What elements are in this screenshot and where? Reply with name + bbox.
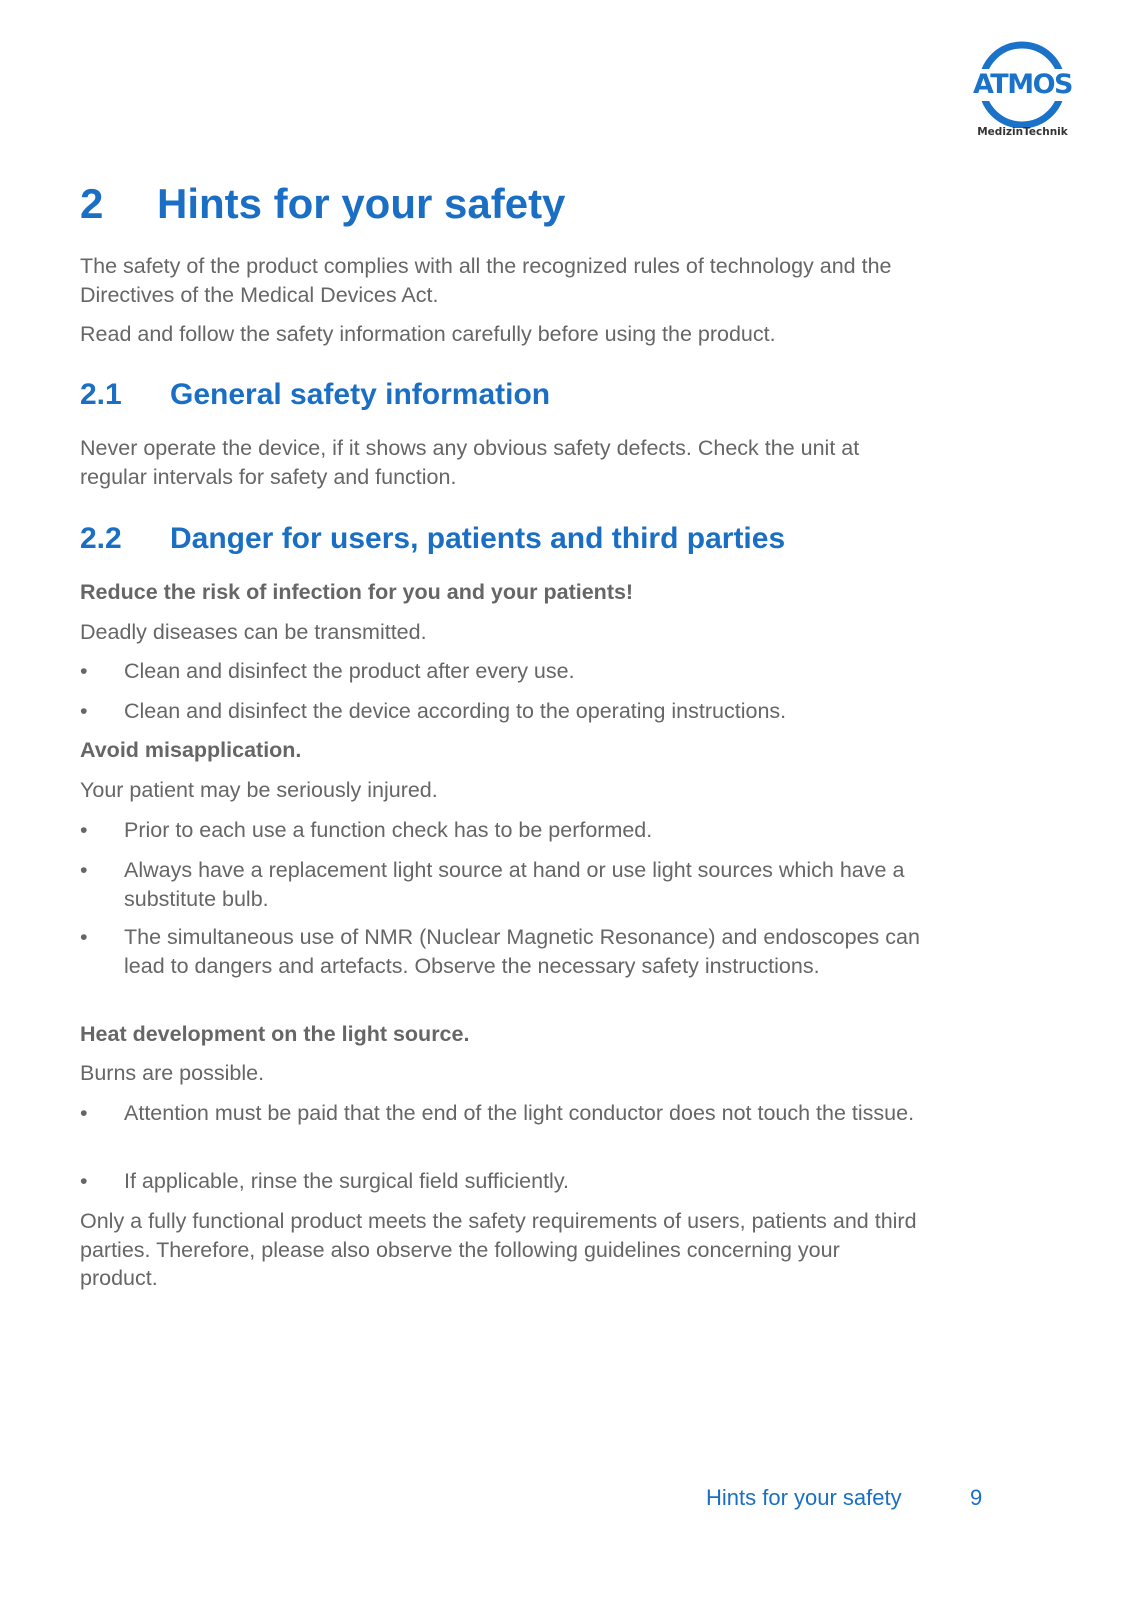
list-item-text: Attention must be paid that the end of the light conductor does not touch the tissue.	[124, 1101, 915, 1125]
footer-section-title: Hints for your safety	[706, 1485, 902, 1510]
section-title: Hints for your safety	[157, 180, 566, 227]
list-item	[80, 1167, 920, 1196]
subsection-heading	[80, 521, 785, 557]
list-item	[80, 856, 920, 913]
intro-paragraph: The safety of the product complies with all the recognized rules of technology and the Directives of the Medical Devices Act.	[80, 254, 892, 307]
subsection-number: 2.2	[80, 522, 122, 555]
list-item-text: Always have a replacement light source at hand or use light sources which have a substitute bulb.	[124, 858, 905, 911]
bullet-symbol: •	[80, 858, 88, 882]
bullet-symbol: •	[80, 659, 88, 683]
list-item	[80, 697, 920, 726]
warning-text: Burns are possible.	[80, 1061, 265, 1085]
list-item-text: Clean and disinfect the device according to the operating instructions.	[124, 699, 787, 723]
list-item	[80, 816, 920, 845]
subsection-title: Danger for users, patients and third parties	[170, 522, 786, 555]
intro-paragraph: Read and follow the safety information carefully before using the product.	[80, 322, 776, 346]
warning-heading: Reduce the risk of infection for you and your patients!	[80, 580, 634, 604]
logo-wordmark: ATMOS	[973, 69, 1072, 100]
warning-heading: Avoid misapplication.	[80, 738, 302, 762]
list-item	[80, 1099, 920, 1128]
page-number: 9	[970, 1485, 983, 1510]
list-item	[80, 657, 920, 686]
section-number: 2	[80, 180, 104, 227]
general-safety-paragraph: Never operate the device, if it shows any obvious safety defects. Check the unit at regular intervals for safety and function.	[80, 436, 860, 489]
subsection-heading	[80, 377, 550, 413]
bullet-symbol: •	[80, 925, 88, 949]
list-item-text: Prior to each use a function check has to be performed.	[124, 818, 653, 842]
warning-heading: Heat development on the light source.	[80, 1022, 470, 1046]
closing-paragraph: Only a fully functional product meets the safety requirements of users, patients and third parties. Therefore, please also observe the following guidelines concerning your product.	[80, 1209, 917, 1290]
subsection-number: 2.1	[80, 378, 122, 411]
list-item-text: Clean and disinfect the product after every use.	[124, 659, 575, 683]
bullet-symbol: •	[80, 1169, 88, 1193]
atmos-logo	[965, 38, 1080, 143]
warning-text: Your patient may be seriously injured.	[80, 778, 438, 802]
section-heading	[80, 180, 565, 228]
list-item-text: If applicable, rinse the surgical field sufficiently.	[124, 1169, 569, 1193]
logo-subtitle: MedizinTechnik	[977, 126, 1068, 138]
bullet-symbol: •	[80, 699, 88, 723]
subsection-title: General safety information	[170, 378, 551, 411]
list-item	[80, 923, 920, 980]
warning-text: Deadly diseases can be transmitted.	[80, 620, 427, 644]
list-item-text: The simultaneous use of NMR (Nuclear Magnetic Resonance) and endoscopes can lead to dangers and artefacts. Observe the necessary safety instructions.	[124, 925, 920, 978]
bullet-symbol: •	[80, 818, 88, 842]
bullet-symbol: •	[80, 1101, 88, 1125]
